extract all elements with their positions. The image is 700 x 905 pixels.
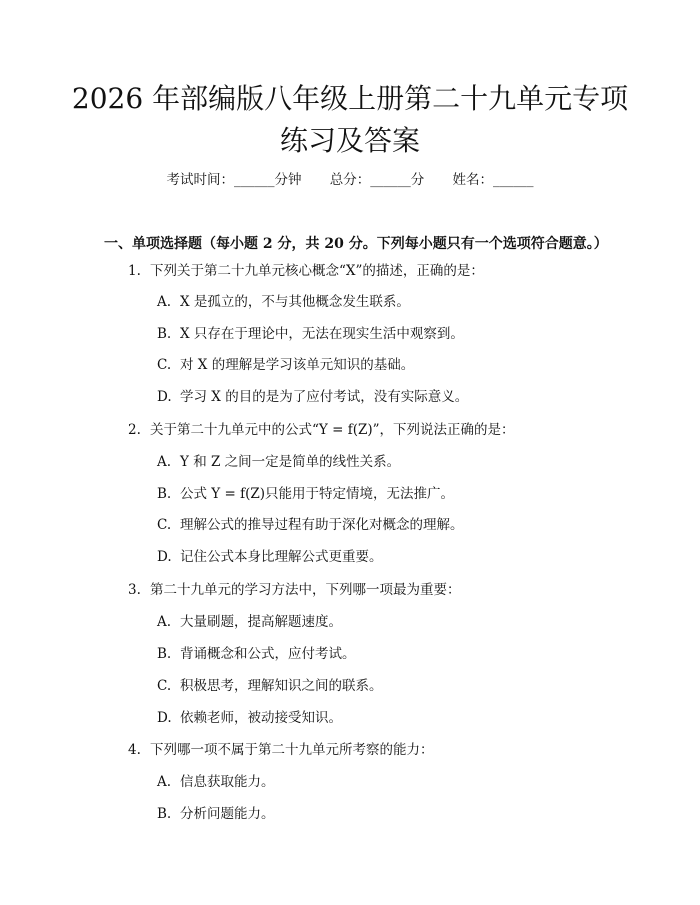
option-text: 依赖老师，被动接受知识。: [180, 710, 342, 726]
option-letter: D.: [157, 549, 172, 565]
question-1-option-a: [157, 293, 410, 311]
option-letter: B.: [157, 326, 172, 342]
option-text: 背诵概念和公式，应付考试。: [180, 646, 356, 662]
question-number: 4.: [128, 742, 141, 758]
question-text: 下列关于第二十九单元核心概念“X”的描述，正确的是：: [150, 263, 484, 279]
option-text: 记住公式本身比理解公式更重要。: [180, 549, 383, 565]
question-1-option-d: [157, 388, 468, 406]
question-3-option-a: [157, 613, 342, 631]
question-3-option-b: [157, 645, 356, 663]
option-letter: C.: [157, 357, 172, 373]
option-letter: C.: [157, 678, 172, 694]
option-text: 理解公式的推导过程有助于深化对概念的理解。: [180, 517, 464, 533]
option-text: Y 和 Z 之间一定是简单的线性关系。: [180, 454, 401, 470]
option-letter: A.: [157, 614, 172, 630]
option-letter: B.: [157, 486, 172, 502]
question-number: 1.: [128, 263, 141, 279]
question-2-option-b: [157, 485, 454, 503]
question-2-option-c: [157, 516, 464, 534]
option-text: 大量刷题，提高解题速度。: [180, 614, 342, 630]
question-3-option-d: [157, 709, 342, 727]
question-number: 2.: [128, 422, 141, 438]
option-letter: C.: [157, 517, 172, 533]
question-4-option-a: [157, 773, 275, 791]
section-heading: 一、单项选择题（每小题 2 分，共 20 分。下列每小题只有一个选项符合题意。）: [104, 236, 608, 252]
option-text: 公式 Y = f(Z)只能用于特定情境，无法推广。: [180, 486, 455, 502]
option-letter: B.: [157, 806, 172, 822]
question-text: 第二十九单元的学习方法中，下列哪一项最为重要：: [150, 582, 461, 598]
question-text: 下列哪一项不属于第二十九单元所考察的能力：: [150, 742, 434, 758]
title-line-2: 练习及答案: [279, 124, 420, 157]
document-title: [40, 78, 660, 162]
question-1-option-c: [157, 356, 414, 374]
option-letter: A.: [157, 454, 172, 470]
option-text: 分析问题能力。: [180, 806, 275, 822]
question-3-option-c: [157, 677, 383, 695]
option-text: 积极思考，理解知识之间的联系。: [180, 678, 383, 694]
option-letter: A.: [157, 294, 172, 310]
question-3: [128, 581, 461, 599]
student-name-field: 姓名：______: [452, 172, 534, 188]
option-letter: B.: [157, 646, 172, 662]
option-text: 信息获取能力。: [180, 774, 275, 790]
option-text: X 是孤立的，不与其他概念发生联系。: [180, 294, 410, 310]
question-4: [128, 741, 434, 759]
exam-time-field: 考试时间：______分钟: [166, 172, 302, 188]
option-letter: A.: [157, 774, 172, 790]
total-score-field: 总分：______分: [329, 172, 425, 188]
option-letter: D.: [157, 389, 172, 405]
question-number: 3.: [128, 582, 141, 598]
option-text: 对 X 的理解是学习该单元知识的基础。: [180, 357, 415, 373]
question-2-option-a: [157, 453, 400, 471]
question-4-option-b: [157, 805, 275, 823]
option-text: 学习 X 的目的是为了应付考试，没有实际意义。: [180, 389, 469, 405]
question-2: [128, 421, 515, 439]
question-1-option-b: [157, 325, 464, 343]
option-text: X 只存在于理论中，无法在现实生活中观察到。: [180, 326, 464, 342]
title-line-1: 2026 年部编版八年级上册第二十九单元专项: [71, 82, 629, 115]
option-letter: D.: [157, 710, 172, 726]
question-text: 关于第二十九单元中的公式“Y = f(Z)”，下列说法正确的是：: [150, 422, 515, 438]
question-1: [128, 262, 484, 280]
exam-info-line: [0, 168, 700, 188]
question-2-option-d: [157, 548, 383, 566]
